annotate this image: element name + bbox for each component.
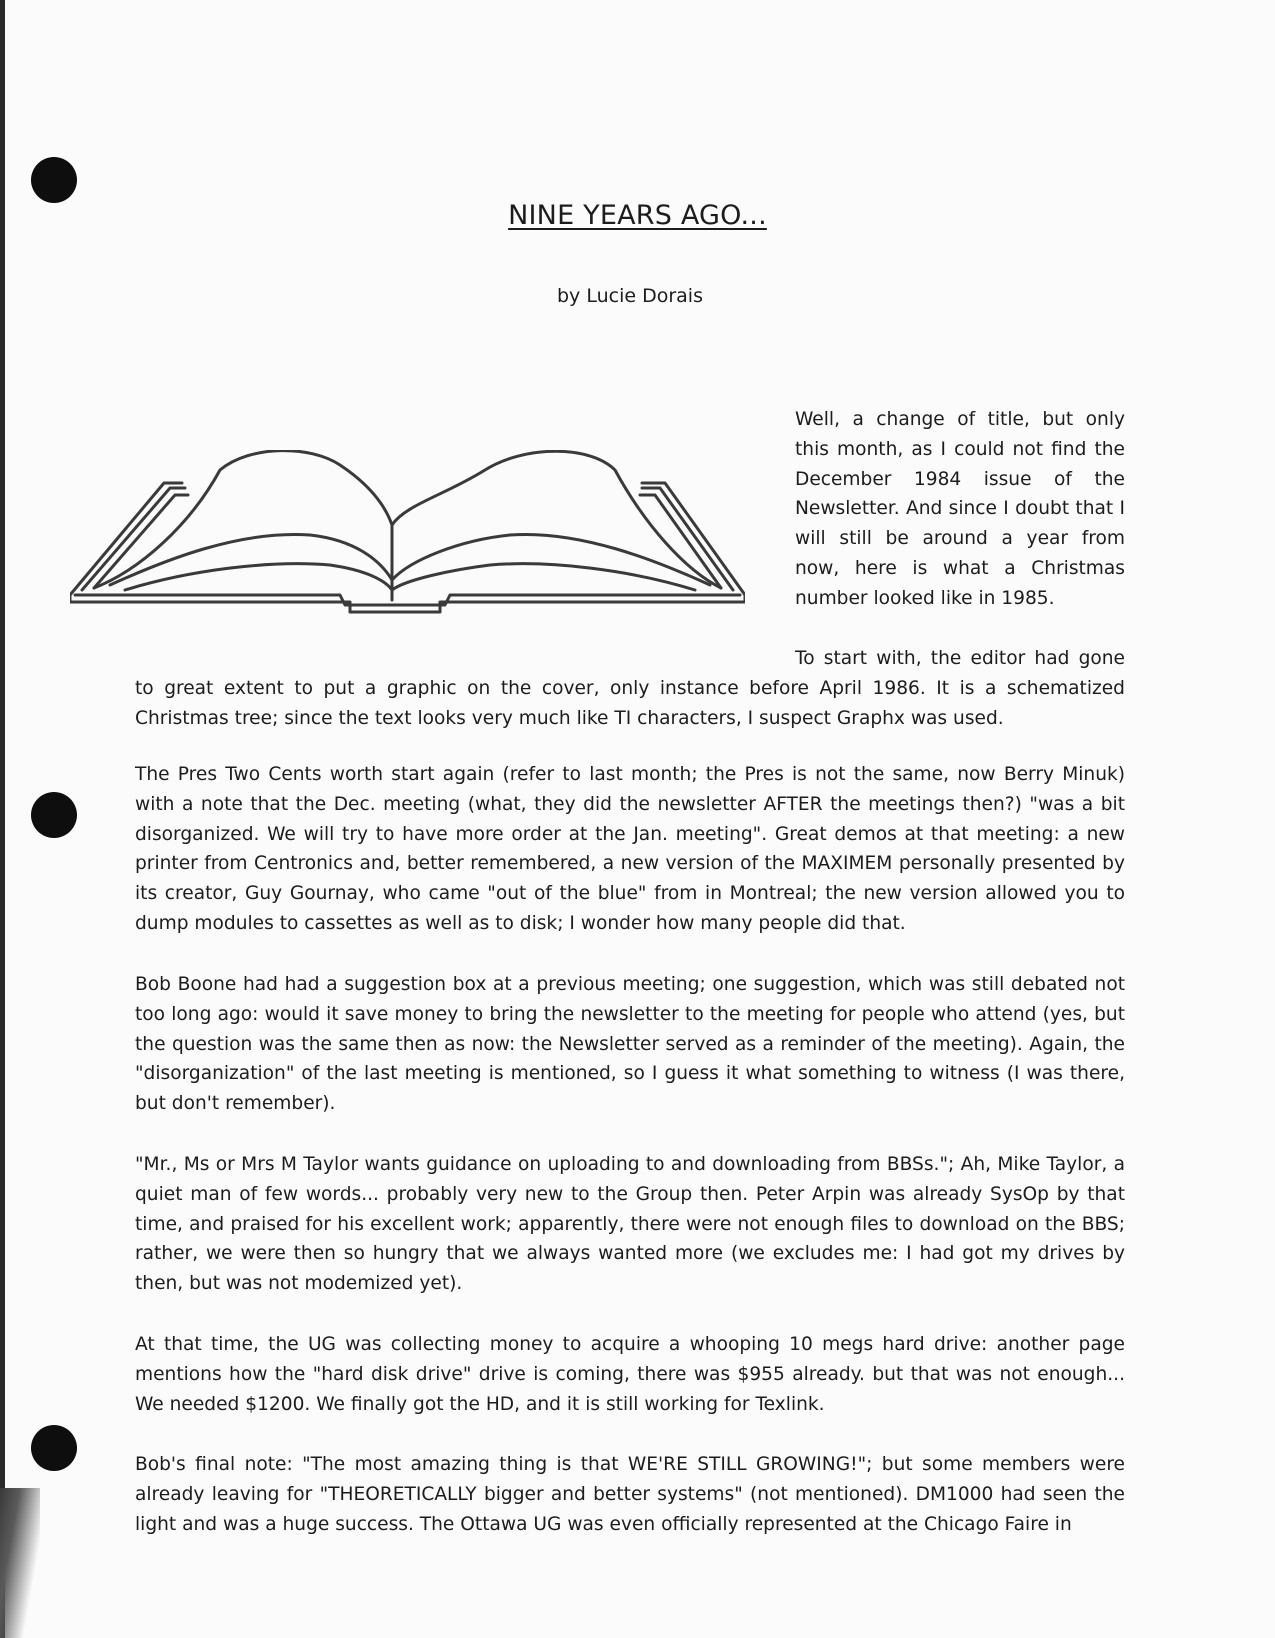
- article-byline: by Lucie Dorais: [557, 285, 703, 307]
- article-title: NINE YEARS AGO...: [508, 200, 767, 231]
- paragraph-cover: To start with, the editor had gone to great extent to put a graphic on the cover, only instance before April 1986. It is a schematized Christmas tree; since the text looks very much like TI characters, I suspect Graphx was used.: [135, 648, 1125, 729]
- binder-hole-top: [31, 157, 77, 203]
- open-book-icon: [70, 450, 745, 645]
- page-left-edge: [0, 0, 5, 1638]
- paragraph-taylor: "Mr., Ms or Mrs M Taylor wants guidance on uploading to and downloading from BBSs."; Ah, Mike Taylor, a quiet man of few words... probably very new to the Group then. Peter Arpin was already SysOp by that time, and praised for his excellent work; apparently, there were not enough files to download on the BBS; rather, we were then so hungry that we always wanted more (we excludes me: I had got my drives by then, but was not modemized yet).: [135, 1154, 1125, 1295]
- paragraph-pres: The Pres Two Cents worth start again (refer to last month; the Pres is not the same, now Berry Minuk) with a note that the Dec. meeting (what, they did the newsletter AFTER the meetings then?) "was a bit disorganized. We will try to have more order at the Jan. meeting". Great demos at that meeting: a new printer from Centronics and, better remembered, a new version of the MAXIMEM personally presented by its creator, Guy Gournay, who came "out of the blue" from in Montreal; the new version allowed you to dump modules to cassettes as well as to disk; I wonder how many people did that.: [135, 764, 1125, 934]
- page-corner-shadow: [0, 1488, 40, 1638]
- paragraph-hard-drive: At that time, the UG was collecting money to acquire a whooping 10 megs hard drive: another page mentions how the "hard disk drive" drive is coming, there was $955 already. but that was not enough... We needed $1200. We finally got the HD, and it is still working for Texlink.: [135, 1334, 1125, 1415]
- paragraph-intro: Well, a change of title, but only this month, as I could not find the December 1984 issue of the Newsletter. And since I doubt that I will still be around a year from now, here is what a Christmas number looked like in 1985.: [795, 409, 1125, 609]
- binder-hole-bottom: [31, 1425, 77, 1471]
- paragraph-final-note: Bob's final note: "The most amazing thing is that WE'RE STILL GROWING!"; but some members were already leaving for "THEORETICALLY bigger and better systems" (not mentioned). DM1000 had seen the light and was a huge success. The Ottawa UG was even officially represented at the Chicago Faire in: [135, 1454, 1125, 1535]
- binder-hole-middle: [31, 792, 77, 838]
- paragraph-suggestion: Bob Boone had had a suggestion box at a previous meeting; one suggestion, which was still debated not too long ago: would it save money to bring the newsletter to the meeting for people who attend (yes, but the question was the same then as now: the Newsletter served as a reminder of the meeting). Again, the "disorganization" of the last meeting is mentioned, so I guess it what something to witness (I was there, but don't remember).: [135, 974, 1125, 1115]
